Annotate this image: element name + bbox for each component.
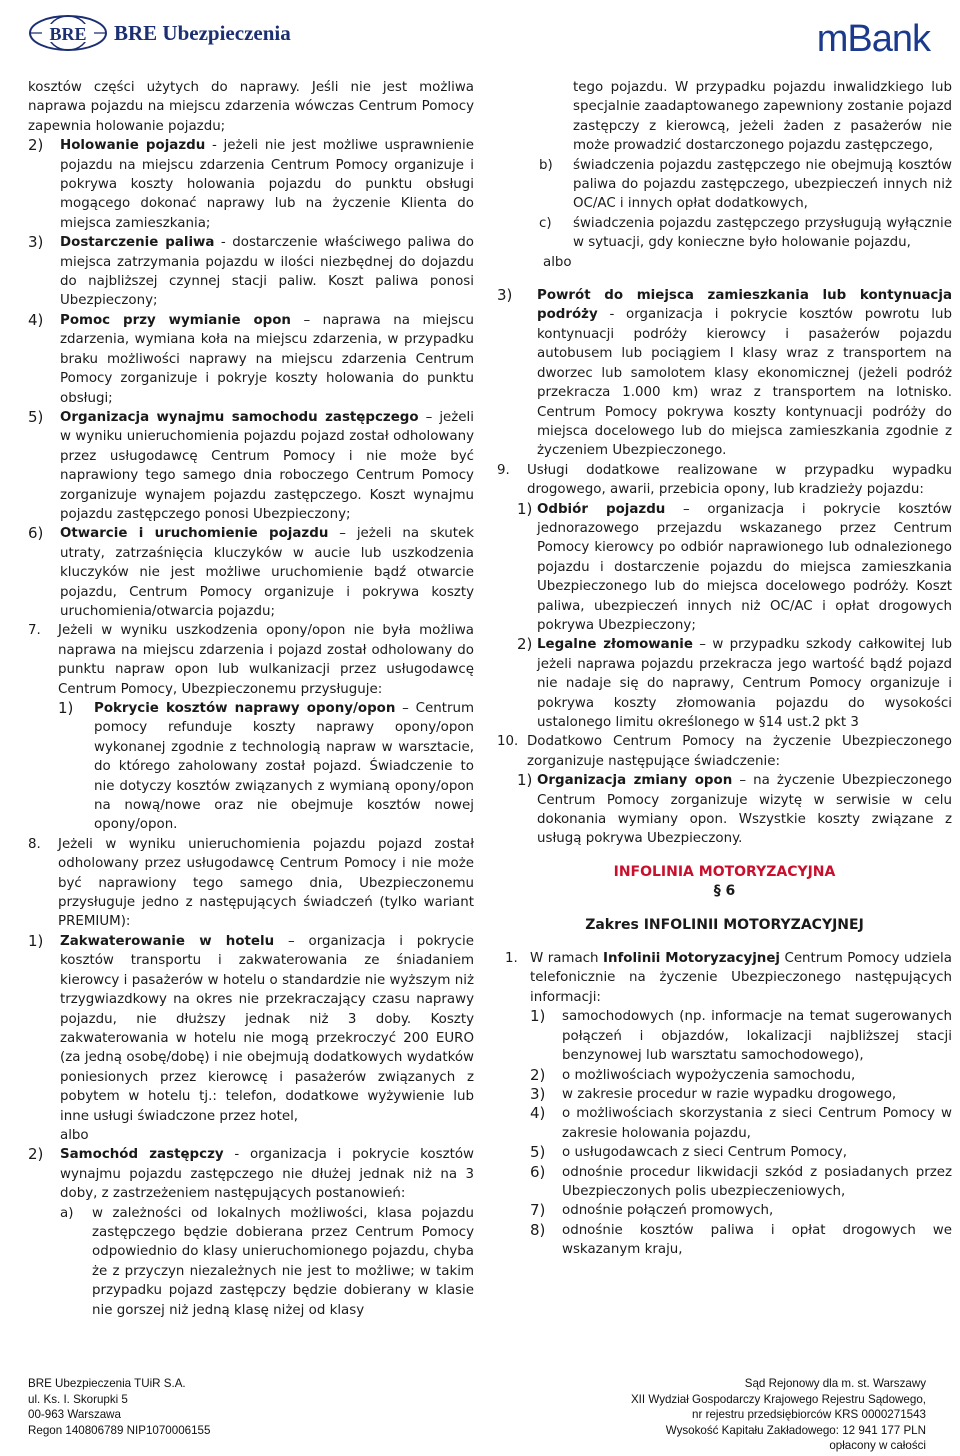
albo-text: albo [60,1127,89,1143]
section-subheading: Zakres INFOLINII MOTORYZACYJNEJ [585,916,864,933]
bre-name: BRE Ubezpieczenia [114,20,291,45]
bre-logo [28,14,291,52]
footer-left [28,1376,210,1438]
list-item: 5) Organizacja wynajmu samochodu zastępczego – jeżeli w wyniku unieruchomienia pojazdu pojazd został odholowany przez usługodawcę Centrum Pomocy i nie może być naprawiony tego samego dnia roboczego Centrum Pomocy zorganizuje wynajem pojazdu zastępczego. Koszt wynajmu pojazdu zastępczego ponosi Ubezpieczony; [28,407,474,522]
list-item: 2) o możliwościach wypożyczenia samochodu, [530,1065,856,1084]
list-item: 1) samochodowych (np. informacje na temat sugerowanych połączeń i objazdów, lokalizacji najbliższej stacji benzynowej lub warsztatu samochodowego), [530,1007,952,1064]
list-item: 3) Dostarczenie paliwa - dostarczenie właściwego paliwa do miejsca zatrzymania pojazdu w ilości niezbędnej do dojazdu do najbliższej czynnej stacji paliw. Koszt paliwa ponosi Ubezpieczony; [28,233,474,309]
list-item: 2) Legalne złomowanie – w przypadku szkody całkowitej lub jeżeli naprawa pojazdu przekracza jego wartość bądź pojazd nie nadaje się do naprawy, Centrum Pomocy organizuje i pokrywa koszty złomowania pojazdu do wysokości ustalonego limitu określonego w §14 ust.2 pkt 3 [517,635,952,730]
list-item: 7) odnośnie połączeń promowych, [530,1201,774,1220]
bre-globe-icon [28,14,108,52]
page-header [0,0,960,70]
list-item: 6) odnośnie procedur likwidacji szkód z posiadanych przez Ubezpieczonych polis ubezpieczeniowych, [530,1162,952,1199]
list-item: 1) Pokrycie kosztów naprawy opony/opon – Centrum pomocy refunduje koszty naprawy opony/opon wykonanej zgodnie z technologią napraw w warsztacie, do którego zaholowany został pojazd. Świadczenie to nie dotyczy kosztów związanych z wymianą opony/opon na nową/nowe oraz nie obejmuje kosztów nowej opony/opon. [58,699,474,833]
list-item: 3) Powrót do miejsca zamieszkania lub kontynuacja podróży - organizacja i pokrycie kosztów powrotu lub kontynuacji podróży kierowcy i pasażerów pojazdu autobusem lub pociągiem I klasy wraz z transportem na dworzec lub samolotem klasy ekonomicznej (jeżeli podróż przekracza 1.000 km) wraz z transportem na lotnisko. Centrum Pomocy pokrywa koszty kontynuacji podróży do miejsca docelowego lub do miejsca zamieszkania zgodnie z życzeniem Ubezpieczonego. [497,286,952,459]
list-item: 8) odnośnie kosztów paliwa i opłat drogowych we wskazanym kraju, [530,1220,952,1258]
albo-text: albo [543,254,572,270]
footer-right [631,1376,926,1454]
footer-line: nr rejestru przedsiębiorców KRS 0000271543 [692,1408,926,1422]
section-9: 9. Usługi dodatkowe realizowane w przypadku wypadku drogowego, awarii, przebicia opony, lub kradzieży pojazdu: [497,462,952,498]
list-item: 1) Zakwaterowanie w hotelu – organizacja i pokrycie kosztów transportu i zakwaterowania ze śniadaniem kierowcy i pasażerów w hotelu o standardzie nie wyższym niż trzygwiazdkowy na okres nie przekraczający czasu naprawy pojazdu, nie dłuższy jednak niż 3 doby. Koszty zakwaterowania w hotelu nie mogą przekroczyć 200 EURO (za jedną osobę/dobę) i nie obejmują dodatkowych wydatków poniesionych przez kierowcę i pasażerów związanych z pobytem w hotelu tj.: telefon, dodatkowe wyżywienie lub inne usługi świadczone przez hotel, [28,931,474,1124]
list-item: a) w zależności od lokalnych możliwości, klasa pojazdu zastępczego będzie dobierana przez Centrum Pomocy odpowiednio do klasy unieruchomionego pojazdu, chyba że z przyczyn niezależnych nie jest to możliwe; w takim przypadku pojazd zastępczy będzie dobierany w klasie nie gorszej niż jedną klasę niżej od klasy [60,1205,474,1318]
list-item: 5) o usługodawcach z sieci Centrum Pomocy, [530,1143,847,1162]
footer-line: BRE Ubezpieczenia TUiR S.A. [28,1377,186,1390]
paragraph: kosztów części użytych do naprawy. Jeśli nie jest możliwa naprawa pojazdu na miejscu zdarzenia wówczas Centrum Pomocy zapewnia holowanie pojazdu; [28,80,474,134]
paragraph: tego pojazdu. W przypadku pojazdu inwalidzkiego lub specjalnie zaadaptowanego zapewniony zostanie pojazd zastępczy z kierowcą, jeżeli żaden z pasażerów nie może prowadzić dostarczonego pojazdu zastępczego, [573,80,952,154]
footer-line: ul. Ks. I. Skorupki 5 [28,1392,128,1406]
svg-text:BRE: BRE [49,24,87,44]
list-item: 1) Odbiór pojazdu – organizacja i pokrycie kosztów jednorazowego przejazdu wskazanego przez Centrum Pomocy kierowcy po odbiór naprawionego lub odnalezionego pojazdu i dostarczenie pojazdu do miejsca zamieszkania Ubezpieczonego lub do miejsca docelowego podróży. Koszt paliwa, ubezpieczeń innych niż OC/AC i opłat drogowych pokrywa Ubezpieczony; [517,499,952,633]
list-item: 2) Holowanie pojazdu - jeżeli nie jest możliwe usprawnienie pojazdu na miejscu zdarzenia Centrum Pomocy organizuje i pokrywa koszty holowania pojazdu do punktu obsługi mogącego dokonać naprawy lub na życzenie Klienta do miejsca zamieszkania; [28,136,474,231]
list-item: 6) Otwarcie i uruchomienie pojazdu – jeżeli na skutek utraty, zatrzaśnięcia kluczyków w aucie lub uszkodzenia kluczyków nie jest możliwe uruchomienie bądź otwarcie pojazdu, Centrum Pomocy organizuje i pokrywa koszty uruchomienia/otwarcia pojazdu; [28,524,474,619]
list-item: 2) Samochód zastępczy - organizacja i pokrycie kosztów wynajmu pojazdu zastępczego nie dłużej jednak niż na 3 doby, z zastrzeżeniem następujących postanowień: [28,1145,474,1202]
list-item: 4) o możliwościach skorzystania z sieci Centrum Pomocy w zakresie holowania pojazdu, [530,1104,952,1141]
list-item: c) świadczenia pojazdu zastępczego przysługują wyłącznie w sytuacji, gdy konieczne było holowanie pojazdu, [539,215,952,251]
list-item: b) świadczenia pojazdu zastępczego nie obejmują kosztów paliwa do pojazdu zastępczego, ubezpieczeń innych niż OC/AC i innych opłat dodatkowych, [539,157,952,212]
list-item: 4) Pomoc przy wymianie opon – naprawa na miejscu zdarzenia, wymiana koła na miejscu zdarzenia, w przypadku braku możliwości naprawy na miejscu zdarzenia Centrum Pomocy zorganizuje i pokryje koszty holowania do punktu obsługi; [28,310,475,406]
section-7: 7. Jeżeli w wyniku uszkodzenia opony/opon nie była możliwa naprawa na miejscu zdarzenia i pojazd został odholowany do punktu napraw opon lub wulkanizacji przez usługodawcę Centrum Pomocy, Ubezpieczonemu przysługuje: [28,623,474,697]
info-list [530,1007,952,1259]
section-10: 10. Dodatkowo Centrum Pomocy na życzenie Ubezpieczonego zorganizuje następujące świadczenie: [497,734,952,769]
section-heading: INFOLINIA MOTORYZACYJNA [613,863,836,880]
right-column [497,78,952,1260]
section-1: 1. W ramach Infolinii Motoryzacyjnej Centrum Pomocy udziela telefonicznie na życzenie Ubezpieczonego następujących informacji: [505,951,952,1005]
footer-line: Sąd Rejonowy dla m. st. Warszawy [744,1377,926,1390]
left-column [28,78,474,1320]
footer-line: Wysokość Kapitału Zakładowego: 12 941 177 PLN [665,1423,926,1437]
footer-line: 00-963 Warszawa [28,1408,122,1422]
footer-line: Regon 140806789 NIP1070006155 [28,1423,211,1437]
section-8: 8. Jeżeli w wyniku unieruchomienia pojazdu pojazd został odholowany przez usługodawcę Centrum Pomocy i nie może być naprawiony tego samego dnia, Ubezpieczonemu przysługuje jedno z następujących świadczeń (tylko wariant PREMIUM): [28,836,474,930]
list-item: 3) w zakresie procedur w razie wypadku drogowego, [530,1084,897,1103]
paragraph-number: § 6 [713,883,736,900]
footer-line: opłacony w całości [829,1439,926,1453]
footer-line: XII Wydział Gospodarczy Krajowego Rejestru Sądowego, [630,1392,926,1406]
list-item: 1) Organizacja zmiany opon – na życzenie Ubezpieczonego Centrum Pomocy zorganizuje wizytę w serwisie w celu dokonania wymiany opon. Wszystkie koszty związane z usługą pokrywa Ubezpieczony. [517,771,952,847]
mbank-logo: mBank [816,18,930,60]
